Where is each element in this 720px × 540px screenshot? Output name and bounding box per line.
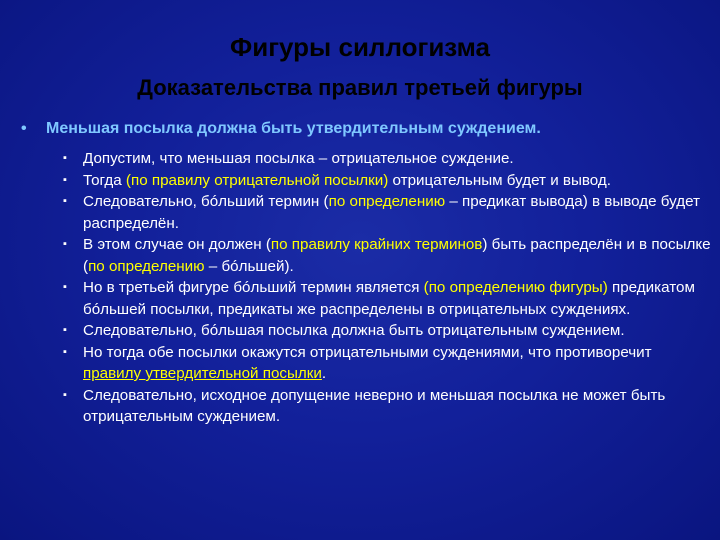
main-bullet-text: Меньшая посылка должна быть утвердительным суждением. (46, 120, 541, 137)
sub-bullet-item (63, 342, 713, 385)
sub-bullet-text: Тогда (83, 171, 126, 189)
highlighted-text: правилу утвердительной посылки (83, 365, 322, 382)
sub-bullet-item (63, 148, 713, 170)
square-bullet-icon: ▪ (63, 345, 67, 358)
square-bullet-icon: ▪ (63, 324, 67, 336)
highlighted-text: (по определению фигуры) (423, 279, 608, 296)
highlighted-text: (по правилу отрицательной посылки) (125, 171, 389, 189)
square-bullet-icon: ▪ (63, 152, 67, 164)
square-bullet-icon: ▪ (63, 281, 67, 293)
sub-bullet-item (63, 191, 713, 234)
sub-bullet-text: – бóльшей). (204, 257, 294, 275)
sub-bullet-item (63, 277, 713, 320)
bullet-dot-icon: • (21, 120, 27, 137)
slide-subtitle: Доказательства правил третьей фигуры (137, 75, 583, 100)
square-bullet-icon: ▪ (63, 238, 67, 250)
highlighted-text: по определению (328, 193, 446, 210)
sub-bullet-item (63, 234, 713, 277)
sub-bullet-text: ) быть распределён и в посылке ( (83, 236, 711, 275)
sub-bullet-text: Но в третьей фигуре бóльший термин является (83, 279, 424, 296)
highlighted-text: по правилу крайних терминов (270, 236, 483, 253)
sub-bullet-text: предикатом бóльшей посылки, предикаты же распределены в отрицательных суждениях. (83, 279, 695, 318)
sub-bullet-text: В этом случае он должен ( (83, 236, 271, 253)
highlighted-text: по определению (88, 257, 205, 275)
sub-bullet-item (63, 385, 713, 428)
square-bullet-icon: ▪ (63, 173, 67, 186)
sub-bullet-text: Но тогда обе посылки окажутся отрицательными суждениями, что противоречит (83, 343, 652, 361)
sub-bullet-text: отрицательным будет и вывод. (388, 171, 612, 189)
sub-bullet-text: Допустим, что меньшая посылка – отрицательное суждение. (83, 150, 514, 167)
slide-title: Фигуры силлогизма (230, 32, 490, 62)
sub-bullet-text: – предикат вывода) в выводе будет распределён. (83, 193, 700, 232)
square-bullet-icon: ▪ (63, 388, 67, 401)
sub-bullet-item (63, 320, 713, 342)
sub-bullet-text: Следовательно, бóльшая посылка должна быть отрицательным суждением. (83, 322, 625, 339)
sub-bullet-text: Следовательно, бóльший термин ( (83, 193, 329, 210)
sub-bullet-text: . (321, 365, 327, 382)
sub-bullet-list (63, 148, 713, 428)
sub-bullet-item (63, 170, 713, 192)
square-bullet-icon: ▪ (63, 195, 67, 207)
sub-bullet-text: Следовательно, исходное допущение неверно и меньшая посылка не может быть отрицательным суждением. (83, 386, 666, 425)
